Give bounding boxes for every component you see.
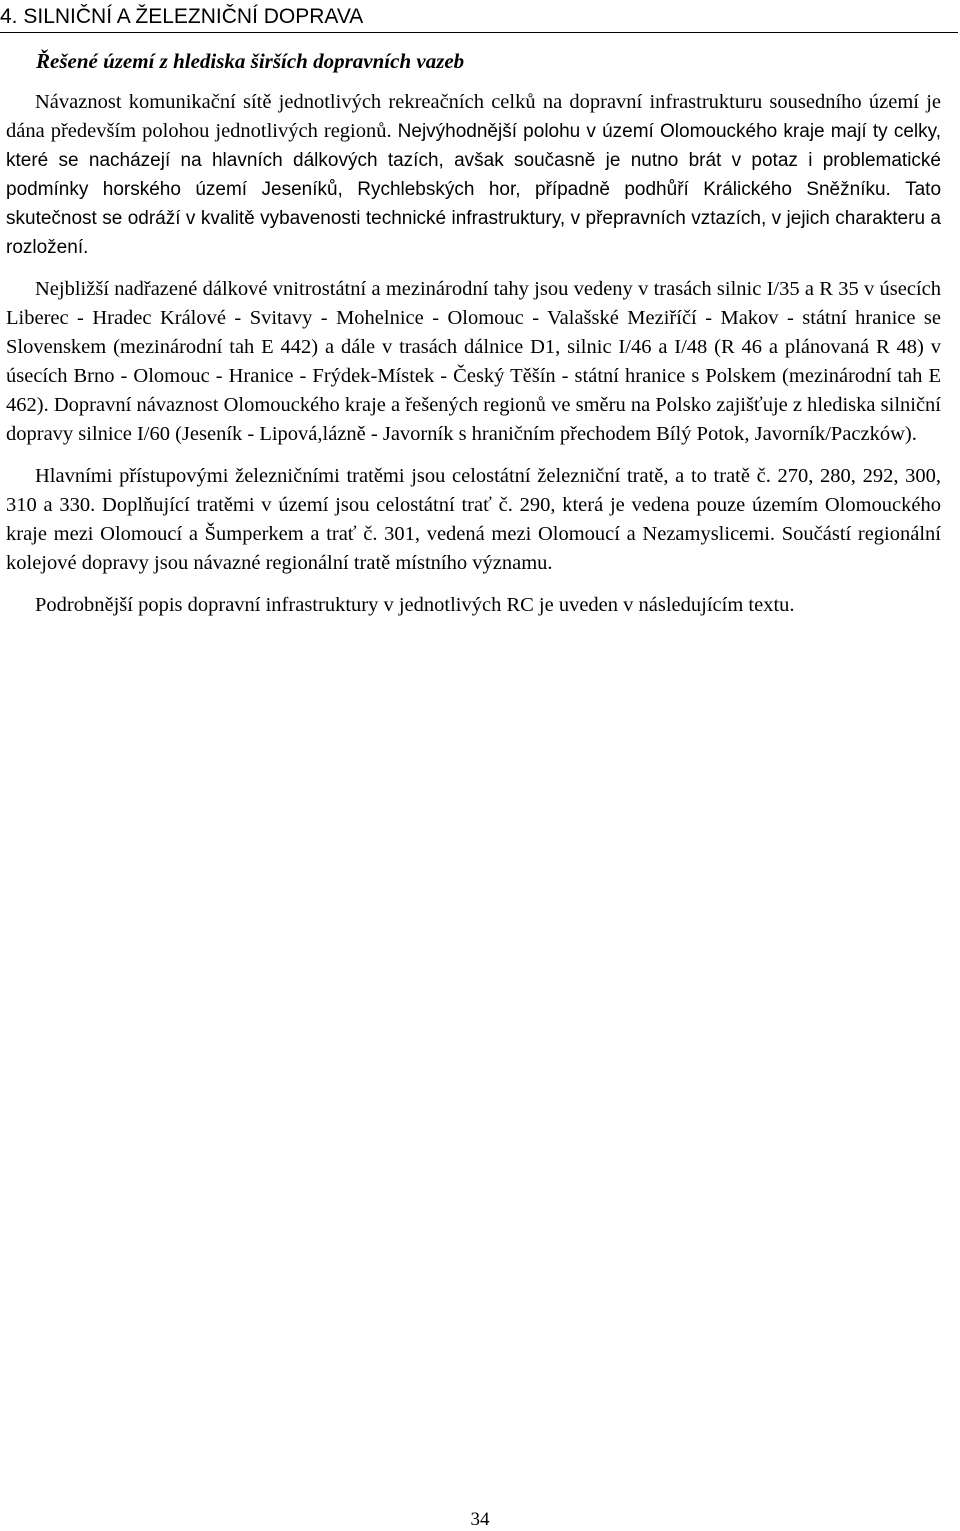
paragraph-2: Nejbližší nadřazené dálkové vnitrostátní a mezinárodní tahy jsou vedeny v trasách silnic I/35 a R 35 v úsecích Liberec - Hradec Králové - Svitavy - Mohelnice - Olomouc - Valašské Meziříčí - Makov - státní hranice se Slovenskem (mezinárodní tah E 442) a dále v trasách dálnice D1, silnic I/46 a I/48 (R 46 a plánovaná R 48) v úsecích Brno - Olomouc - Hranice - Frýdek-Místek - Český Těšín - státní hranice s Polskem (mezinárodní tah E 462). Dopravní návaznost Olomouckého kraje a řešených regionů ve směru na Polsko zajišťuje z hlediska silniční dopravy silnice I/60 (Jeseník - Lipová,lázně - Javorník s hraničním přechodem Bílý Potok, Javorník/Paczków). <box>6 278 941 445</box>
chapter-title: 4. SILNIČNÍ A ŽELEZNIČNÍ DOPRAVA <box>0 4 958 33</box>
paragraph-1-part-2: Nejvýhodnější polohu v území Olomouckého kraje mají ty celky, které se nacházejí na hlavních dálkových tazích, avšak současně je nutno brát v potaz i problematické podmínky horského území Jeseníků, Rychlebských hor, případně podhůří Králického Sněžníku. <box>6 121 941 200</box>
paragraph-1-part-3: Tato skutečnost se odráží v kvalitě vybavenosti technické infrastruktury, v přepravních vztazích, v jejich charakteru a rozložení. <box>6 179 942 258</box>
body-text <box>6 88 941 633</box>
paragraph-3: Hlavními přístupovými železničními tratěmi jsou celostátní železniční tratě, a to tratě č. 270, 280, 292, 300, 310 a 330. Doplňující tratěmi v území jsou celostátní trať č. 290, která je vedena pouze územím Olomouckého kraje mezi Olomoucí a Šumperkem a trať č. 301, vedená mezi Olomoucí a Nezamyslicemi. Součástí regionální kolejové dopravy jsou návazné regionální tratě místního významu. <box>6 465 941 574</box>
paragraph-1 <box>6 88 941 262</box>
section-title: Řešené území z hlediska širších dopravních vazeb <box>36 49 465 73</box>
paragraph-1-part-1: Návaznost komunikační sítě jednotlivých rekreačních celků na dopravní infrastrukturu sousedního území je dána především polohou jednotlivých regionů. <box>6 91 941 142</box>
paragraph-4: Podrobnější popis dopravní infrastruktury v jednotlivých RC je uveden v následujícím textu. <box>35 594 795 616</box>
page-number: 34 <box>470 1509 490 1530</box>
